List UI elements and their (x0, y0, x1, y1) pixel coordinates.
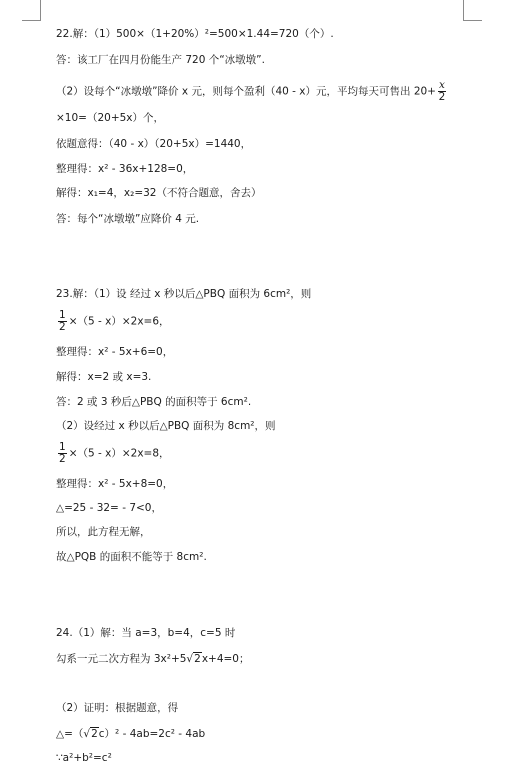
q22-line-6: 整理得：x² - 36x+128=0， (56, 163, 194, 175)
q23-line-5: 答：2 或 3 秒后△PBQ 的面积等于 6cm². (56, 396, 252, 408)
q23-line-11: 故△PQB 的面积不能等于 8cm². (56, 551, 207, 563)
q23-line-6: （2）设经过 x 秒以后△PBQ 面积为 8cm²，则 (56, 420, 276, 432)
q24-line-5: ∵a²+b²=c² (56, 752, 112, 764)
q23-frac-num-2: 1 (59, 441, 66, 453)
q24-line-3: （2）证明：根据题意，得 (56, 702, 179, 714)
q24-line-1: 24.（1）解：当 a=3，b=4，c=5 时 (56, 627, 236, 639)
q22-line-7: 解得：x₁=4，x₂=32（不符合题意，舍去） (56, 187, 262, 199)
q22-line-3 (56, 80, 448, 103)
q23-frac-num: 1 (59, 309, 66, 321)
q22-fraction (438, 80, 446, 103)
q23-fraction-1 (58, 310, 67, 333)
q24-line-2-text-a: 勾系一元二次方程为 3x²+5 (56, 653, 187, 665)
q23-line-7-text: ×（5 - x）×2x=8， (68, 447, 170, 460)
q22-line-3-text: （2）设每个“冰墩墩”降价 x 元，则每个盈利（40 - x）元，平均每天可售出 20+ (56, 85, 436, 98)
q23-line-4: 解得：x=2 或 x=3. (56, 371, 152, 383)
q23-line-1: 23.解：（1）设 经过 x 秒以后△PBQ 面积为 6cm²，则 (56, 288, 312, 300)
q24-line-2-text-b: x+4=0； (201, 653, 250, 665)
q22-line-8: 答：每个“冰墩墩”应降价 4 元. (56, 213, 200, 225)
q23-line-9: △=25 - 32= - 7<0， (56, 502, 162, 514)
q23-line-10: 所以，此方程无解， (56, 526, 151, 538)
crop-mark-top-right (463, 0, 482, 21)
q24-line-4 (56, 727, 205, 741)
q24-line-2 (56, 652, 249, 666)
q22-line-4: ×10=（20+5x）个， (56, 112, 165, 124)
q22-frac-num: x (438, 79, 445, 91)
q24-line-4-radicand: 2 (91, 728, 98, 740)
q22-frac-den: 2 (438, 91, 446, 103)
sqrt-symbol-2: √2 (83, 728, 98, 740)
q23-line-2-text: ×（5 - x）×2x=6， (68, 315, 170, 328)
q23-line-7 (56, 442, 170, 465)
q23-line-2 (56, 310, 170, 333)
q23-frac-den: 2 (59, 321, 66, 333)
q24-line-4-text-a: △=（ (56, 728, 84, 740)
q24-line-2-radicand: 2 (194, 653, 201, 665)
q22-line-5: 依题意得：（40 - x）（20+5x）=1440， (56, 138, 252, 150)
q23-line-3: 整理得：x² - 5x+6=0， (56, 346, 174, 358)
q23-line-8: 整理得：x² - 5x+8=0， (56, 478, 174, 490)
q24-line-4-text-b: c）² - 4ab=2c² - 4ab (98, 728, 206, 740)
q22-line-2: 答：该工厂在四月份能生产 720 个“冰墩墩”. (56, 54, 265, 66)
q22-line-1: 22.解：（1）500×（1+20%）²=500×1.44=720（个）. (56, 28, 334, 40)
crop-mark-top-left (22, 0, 41, 21)
q23-frac-den-2: 2 (59, 453, 66, 465)
q23-fraction-2 (58, 442, 67, 465)
sqrt-symbol: √2 (186, 653, 201, 665)
